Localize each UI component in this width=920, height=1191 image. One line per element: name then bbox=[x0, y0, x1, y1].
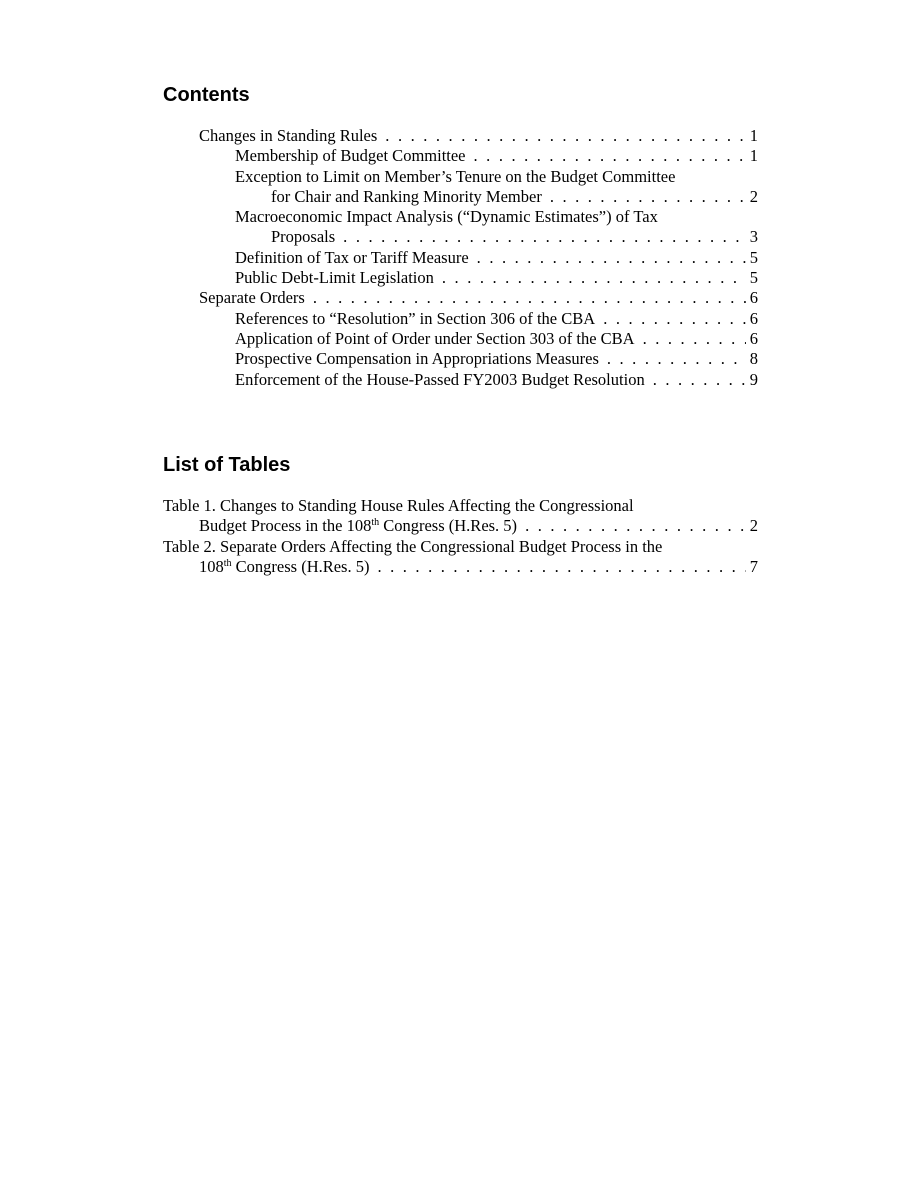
toc-entry-page: 6 bbox=[749, 328, 758, 348]
toc-entry-public-debt-limit-legislation[interactable] bbox=[163, 268, 758, 288]
toc-entry-page: 3 bbox=[749, 227, 758, 247]
toc-entry-page: 5 bbox=[749, 247, 758, 267]
toc-entry-references-to-resolution[interactable] bbox=[163, 309, 758, 329]
dot-leader bbox=[477, 248, 746, 268]
toc-entry-title: Membership of Budget Committee bbox=[235, 146, 466, 166]
toc-entry-title: Prospective Compensation in Appropriations Measures bbox=[235, 349, 599, 369]
toc-entry-definition-of-tax-or-tariff-measure[interactable] bbox=[163, 248, 758, 268]
table-entry-title-line1: Table 1. Changes to Standing House Rules Affecting the Congressional bbox=[163, 496, 634, 515]
dot-leader bbox=[313, 288, 746, 308]
dot-leader bbox=[474, 146, 746, 166]
table-entry-title-line2: 108th Congress (H.Res. 5) bbox=[199, 556, 370, 576]
toc-entry-separate-orders[interactable] bbox=[163, 288, 758, 308]
toc-entry-title: Separate Orders bbox=[199, 288, 305, 308]
toc-entry-page: 5 bbox=[749, 268, 758, 288]
contents-list bbox=[163, 126, 758, 390]
contents-heading: Contents bbox=[163, 84, 250, 106]
dot-leader bbox=[603, 309, 746, 329]
dot-leader bbox=[442, 268, 746, 288]
toc-entry-title-line1: Macroeconomic Impact Analysis (“Dynamic Estimates”) of Tax bbox=[235, 207, 658, 227]
table-entry-page: 7 bbox=[749, 556, 758, 576]
toc-entry-page: 6 bbox=[749, 288, 758, 308]
dot-leader bbox=[377, 557, 745, 577]
toc-entry-prospective-compensation[interactable] bbox=[163, 349, 758, 369]
table-entry-title-line1: Table 2. Separate Orders Affecting the Congressional Budget Process in the bbox=[163, 536, 663, 556]
toc-entry-page: 1 bbox=[749, 146, 758, 166]
dot-leader bbox=[343, 227, 746, 247]
toc-entry-enforcement-of-budget-resolution[interactable] bbox=[163, 370, 758, 390]
toc-entry-page: 6 bbox=[749, 308, 758, 328]
toc-entry-macroeconomic-impact-analysis[interactable] bbox=[163, 207, 758, 248]
tables-list bbox=[163, 496, 758, 577]
dot-leader bbox=[653, 370, 746, 390]
toc-entry-title: Application of Point of Order under Section 303 of the CBA bbox=[235, 328, 635, 348]
toc-entry-changes-in-standing-rules[interactable] bbox=[163, 126, 758, 146]
toc-entry-page: 9 bbox=[749, 369, 758, 389]
toc-entry-application-of-point-of-order[interactable] bbox=[163, 329, 758, 349]
dot-leader bbox=[385, 126, 745, 146]
toc-entry-title: Changes in Standing Rules bbox=[199, 126, 378, 145]
toc-entry-page: 8 bbox=[749, 349, 758, 369]
dot-leader bbox=[607, 349, 746, 369]
toc-entry-membership-of-budget-committee[interactable] bbox=[163, 146, 758, 166]
toc-entry-page: 1 bbox=[749, 126, 758, 145]
table-entry-1[interactable] bbox=[163, 496, 758, 537]
toc-entry-title: References to “Resolution” in Section 306 of the CBA bbox=[235, 308, 596, 328]
toc-entry-title-line1: Exception to Limit on Member’s Tenure on the Budget Committee bbox=[235, 166, 676, 186]
toc-entry-title-line2: Proposals bbox=[271, 227, 336, 247]
toc-entry-page: 2 bbox=[749, 186, 758, 206]
dot-leader bbox=[525, 516, 746, 536]
dot-leader bbox=[643, 329, 746, 349]
table-entry-2[interactable] bbox=[163, 537, 758, 578]
toc-entry-title: Public Debt-Limit Legislation bbox=[235, 268, 434, 288]
toc-entry-title: Enforcement of the House-Passed FY2003 Budget Resolution bbox=[235, 369, 645, 389]
table-entry-title-line2: Budget Process in the 108th Congress (H.Res. 5) bbox=[199, 516, 518, 536]
list-of-tables-heading: List of Tables bbox=[163, 454, 291, 476]
dot-leader bbox=[550, 187, 746, 207]
toc-entry-exception-to-limit[interactable] bbox=[163, 167, 758, 208]
table-entry-page: 2 bbox=[749, 516, 758, 536]
toc-entry-title-line2: for Chair and Ranking Minority Member bbox=[271, 186, 542, 206]
toc-entry-title: Definition of Tax or Tariff Measure bbox=[235, 247, 469, 267]
